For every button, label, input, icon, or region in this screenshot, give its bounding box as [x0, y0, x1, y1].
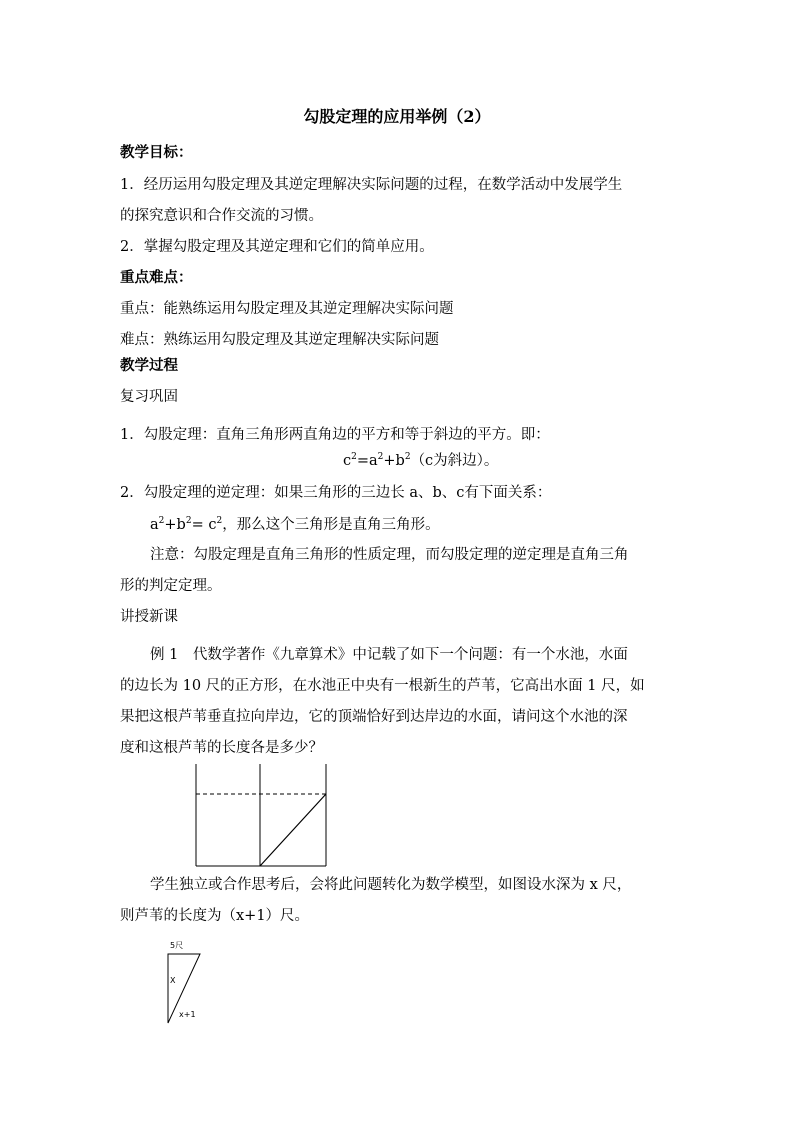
- process-heading: 教学过程: [120, 357, 178, 374]
- example-line-2: 的边长为 10 尺的正方形，在水池正中央有一根新生的芦苇，它高出水面 1 尺，如: [120, 678, 645, 694]
- review-heading: 复习巩固: [120, 389, 178, 405]
- pond-diagram: [194, 762, 334, 868]
- review-2-formula: $a^2+b^2= c^2$，那么这个三角形是直角三角形。: [150, 516, 440, 533]
- triangle-label-hypotenuse: x+1: [179, 1010, 196, 1019]
- review-2: 2．勾股定理的逆定理：如果三角形的三边长 a、b、c有下面关系：: [120, 485, 552, 501]
- example-line-3: 果把这根芦苇垂直拉向岸边，它的顶端恰好到达岸边的水面，请问这个水池的深: [120, 709, 628, 725]
- difficult-point: 难点：熟练运用勾股定理及其逆定理解决实际问题: [120, 332, 439, 348]
- example-line-4: 度和这根芦苇的长度各是多少？: [120, 740, 323, 756]
- objective-2: 2．掌握勾股定理及其逆定理和它们的简单应用。: [120, 239, 434, 255]
- key-points-heading: 重点难点：: [120, 269, 193, 286]
- triangle-label-top: 5尺: [170, 941, 184, 950]
- note-line-2: 形的判定定理。: [120, 578, 222, 594]
- key-point: 重点：能熟练运用勾股定理及其逆定理解决实际问题: [120, 301, 454, 317]
- example-line-1: 例 1 代数学著作《九章算术》中记载了如下一个问题：有一个水池，水面: [150, 647, 628, 663]
- new-lesson-heading: 讲授新课: [120, 609, 178, 625]
- review-1: 1．勾股定理：直角三角形两直角边的平方和等于斜边的平方。即：: [120, 427, 550, 443]
- page-title: 勾股定理的应用举例（2）: [303, 107, 491, 126]
- model-line-2: 则芦苇的长度为（x+1）尺。: [120, 908, 310, 924]
- objective-1-line-1: 1．经历运用勾股定理及其逆定理解决实际问题的过程，在数学活动中发展学生: [120, 177, 623, 193]
- note-line-1: 注意：勾股定理是直角三角形的性质定理，而勾股定理的逆定理是直角三角: [150, 547, 629, 563]
- objectives-heading: 教学目标：: [120, 144, 193, 161]
- objective-1-line-2: 的探究意识和合作交流的习惯。: [120, 208, 323, 224]
- model-line-1: 学生独立或合作思考后，会将此问题转化为数学模型，如图设水深为 x 尺，: [150, 877, 632, 893]
- reed-pulled-line: [260, 794, 326, 866]
- review-1-formula: $c^2=a^2+b^2(c$为斜边）。: [343, 452, 499, 469]
- triangle-label-side: X: [170, 976, 176, 985]
